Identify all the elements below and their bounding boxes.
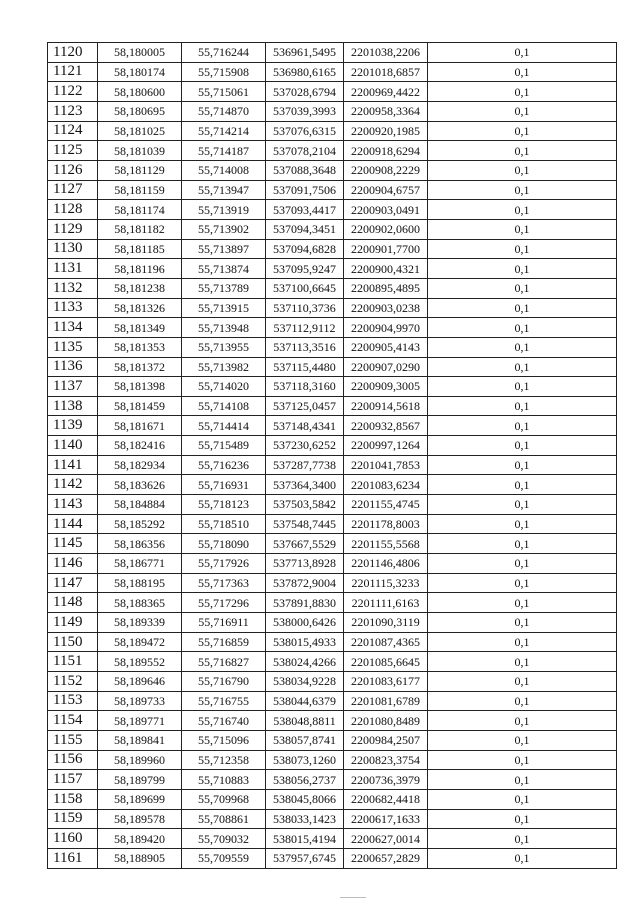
accuracy-cell: 0,1: [428, 613, 617, 633]
x-coordinate-cell: 536961,5495: [266, 43, 344, 63]
point-number-cell: 1159: [48, 809, 98, 829]
point-number-cell: 1126: [48, 160, 98, 180]
x-coordinate-cell: 537093,4417: [266, 200, 344, 220]
point-number-cell: 1139: [48, 416, 98, 436]
x-coordinate-cell: 537957,6745: [266, 848, 344, 868]
y-coordinate-cell: 2200904,6757: [344, 180, 428, 200]
longitude-cell: 55,714214: [182, 121, 266, 141]
longitude-cell: 55,718090: [182, 534, 266, 554]
y-coordinate-cell: 2200657,2829: [344, 848, 428, 868]
x-coordinate-cell: 537287,7738: [266, 455, 344, 475]
table-row: [48, 318, 617, 338]
x-coordinate-cell: 537872,9004: [266, 573, 344, 593]
y-coordinate-cell: 2200907,0290: [344, 357, 428, 377]
table-row: [48, 377, 617, 397]
y-coordinate-cell: 2201085,6645: [344, 652, 428, 672]
longitude-cell: 55,716931: [182, 475, 266, 495]
point-number-cell: 1124: [48, 121, 98, 141]
point-number-cell: 1128: [48, 200, 98, 220]
longitude-cell: 55,715489: [182, 436, 266, 456]
longitude-cell: 55,717296: [182, 593, 266, 613]
accuracy-cell: 0,1: [428, 691, 617, 711]
x-coordinate-cell: 537112,9112: [266, 318, 344, 338]
table-row: [48, 239, 617, 259]
accuracy-cell: 0,1: [428, 416, 617, 436]
x-coordinate-cell: 537088,3648: [266, 160, 344, 180]
table-row: [48, 593, 617, 613]
latitude-cell: 58,189420: [98, 829, 182, 849]
table-row: [48, 730, 617, 750]
latitude-cell: 58,181159: [98, 180, 182, 200]
longitude-cell: 55,717363: [182, 573, 266, 593]
x-coordinate-cell: 537100,6645: [266, 278, 344, 298]
table-row: [48, 180, 617, 200]
y-coordinate-cell: 2200627,0014: [344, 829, 428, 849]
latitude-cell: 58,188195: [98, 573, 182, 593]
latitude-cell: 58,181182: [98, 219, 182, 239]
table-row: [48, 219, 617, 239]
longitude-cell: 55,718123: [182, 495, 266, 515]
point-number-cell: 1155: [48, 730, 98, 750]
accuracy-cell: 0,1: [428, 377, 617, 397]
point-number-cell: 1143: [48, 495, 98, 515]
point-number-cell: 1150: [48, 632, 98, 652]
point-number-cell: 1154: [48, 711, 98, 731]
longitude-cell: 55,715061: [182, 82, 266, 102]
x-coordinate-cell: 537230,6252: [266, 436, 344, 456]
table-row: [48, 534, 617, 554]
y-coordinate-cell: 2201155,5568: [344, 534, 428, 554]
longitude-cell: 55,716740: [182, 711, 266, 731]
table-row: [48, 711, 617, 731]
latitude-cell: 58,189472: [98, 632, 182, 652]
longitude-cell: 55,709032: [182, 829, 266, 849]
y-coordinate-cell: 2200901,7700: [344, 239, 428, 259]
accuracy-cell: 0,1: [428, 632, 617, 652]
x-coordinate-cell: 537364,3400: [266, 475, 344, 495]
accuracy-cell: 0,1: [428, 436, 617, 456]
point-number-cell: 1148: [48, 593, 98, 613]
accuracy-cell: 0,1: [428, 337, 617, 357]
latitude-cell: 58,181039: [98, 141, 182, 161]
x-coordinate-cell: 537094,3451: [266, 219, 344, 239]
accuracy-cell: 0,1: [428, 573, 617, 593]
point-number-cell: 1136: [48, 357, 98, 377]
point-number-cell: 1144: [48, 514, 98, 534]
latitude-cell: 58,185292: [98, 514, 182, 534]
latitude-cell: 58,181459: [98, 396, 182, 416]
latitude-cell: 58,181129: [98, 160, 182, 180]
longitude-cell: 55,715096: [182, 730, 266, 750]
latitude-cell: 58,186356: [98, 534, 182, 554]
point-number-cell: 1132: [48, 278, 98, 298]
point-number-cell: 1134: [48, 318, 98, 338]
longitude-cell: 55,713919: [182, 200, 266, 220]
accuracy-cell: 0,1: [428, 593, 617, 613]
latitude-cell: 58,181025: [98, 121, 182, 141]
x-coordinate-cell: 538048,8811: [266, 711, 344, 731]
x-coordinate-cell: 538056,2737: [266, 770, 344, 790]
accuracy-cell: 0,1: [428, 239, 617, 259]
longitude-cell: 55,716827: [182, 652, 266, 672]
point-number-cell: 1137: [48, 377, 98, 397]
y-coordinate-cell: 2201080,8489: [344, 711, 428, 731]
point-number-cell: 1153: [48, 691, 98, 711]
longitude-cell: 55,714414: [182, 416, 266, 436]
x-coordinate-cell: 537118,3160: [266, 377, 344, 397]
accuracy-cell: 0,1: [428, 711, 617, 731]
x-coordinate-cell: 538045,8066: [266, 789, 344, 809]
latitude-cell: 58,189960: [98, 750, 182, 770]
table-row: [48, 632, 617, 652]
point-number-cell: 1125: [48, 141, 98, 161]
latitude-cell: 58,188365: [98, 593, 182, 613]
y-coordinate-cell: 2200909,3005: [344, 377, 428, 397]
latitude-cell: 58,189771: [98, 711, 182, 731]
y-coordinate-cell: 2201155,4745: [344, 495, 428, 515]
longitude-cell: 55,714187: [182, 141, 266, 161]
longitude-cell: 55,713948: [182, 318, 266, 338]
latitude-cell: 58,181174: [98, 200, 182, 220]
point-number-cell: 1160: [48, 829, 98, 849]
table-row: [48, 43, 617, 63]
longitude-cell: 55,715908: [182, 62, 266, 82]
x-coordinate-cell: 538024,4266: [266, 652, 344, 672]
table-row: [48, 691, 617, 711]
x-coordinate-cell: 537076,6315: [266, 121, 344, 141]
table-row: [48, 436, 617, 456]
accuracy-cell: 0,1: [428, 121, 617, 141]
x-coordinate-cell: 538073,1260: [266, 750, 344, 770]
x-coordinate-cell: 537078,2104: [266, 141, 344, 161]
table-row: [48, 416, 617, 436]
latitude-cell: 58,181238: [98, 278, 182, 298]
latitude-cell: 58,182416: [98, 436, 182, 456]
table-row: [48, 121, 617, 141]
accuracy-cell: 0,1: [428, 357, 617, 377]
point-number-cell: 1140: [48, 436, 98, 456]
y-coordinate-cell: 2200617,1633: [344, 809, 428, 829]
y-coordinate-cell: 2200997,1264: [344, 436, 428, 456]
y-coordinate-cell: 2200958,3364: [344, 101, 428, 121]
latitude-cell: 58,180174: [98, 62, 182, 82]
latitude-cell: 58,184884: [98, 495, 182, 515]
longitude-cell: 55,713915: [182, 298, 266, 318]
page-edge-mark: [340, 897, 366, 901]
latitude-cell: 58,182934: [98, 455, 182, 475]
point-number-cell: 1151: [48, 652, 98, 672]
latitude-cell: 58,186771: [98, 554, 182, 574]
point-number-cell: 1133: [48, 298, 98, 318]
longitude-cell: 55,713874: [182, 259, 266, 279]
accuracy-cell: 0,1: [428, 318, 617, 338]
point-number-cell: 1120: [48, 43, 98, 63]
accuracy-cell: 0,1: [428, 278, 617, 298]
y-coordinate-cell: 2200903,0491: [344, 200, 428, 220]
x-coordinate-cell: 536980,6165: [266, 62, 344, 82]
accuracy-cell: 0,1: [428, 43, 617, 63]
point-number-cell: 1121: [48, 62, 98, 82]
y-coordinate-cell: 2200895,4895: [344, 278, 428, 298]
point-number-cell: 1123: [48, 101, 98, 121]
accuracy-cell: 0,1: [428, 730, 617, 750]
latitude-cell: 58,189339: [98, 613, 182, 633]
longitude-cell: 55,713982: [182, 357, 266, 377]
x-coordinate-cell: 537091,7506: [266, 180, 344, 200]
accuracy-cell: 0,1: [428, 82, 617, 102]
latitude-cell: 58,180600: [98, 82, 182, 102]
table-row: [48, 82, 617, 102]
latitude-cell: 58,189733: [98, 691, 182, 711]
latitude-cell: 58,181349: [98, 318, 182, 338]
accuracy-cell: 0,1: [428, 829, 617, 849]
x-coordinate-cell: 538034,9228: [266, 672, 344, 692]
longitude-cell: 55,716790: [182, 672, 266, 692]
longitude-cell: 55,713955: [182, 337, 266, 357]
latitude-cell: 58,181353: [98, 337, 182, 357]
point-number-cell: 1141: [48, 455, 98, 475]
x-coordinate-cell: 537548,7445: [266, 514, 344, 534]
table-row: [48, 514, 617, 534]
x-coordinate-cell: 537113,3516: [266, 337, 344, 357]
x-coordinate-cell: 538033,1423: [266, 809, 344, 829]
accuracy-cell: 0,1: [428, 554, 617, 574]
latitude-cell: 58,189646: [98, 672, 182, 692]
accuracy-cell: 0,1: [428, 750, 617, 770]
accuracy-cell: 0,1: [428, 475, 617, 495]
point-number-cell: 1127: [48, 180, 98, 200]
accuracy-cell: 0,1: [428, 259, 617, 279]
accuracy-cell: 0,1: [428, 534, 617, 554]
coordinates-table: [47, 42, 617, 869]
accuracy-cell: 0,1: [428, 298, 617, 318]
x-coordinate-cell: 537094,6828: [266, 239, 344, 259]
longitude-cell: 55,714008: [182, 160, 266, 180]
y-coordinate-cell: 2200905,4143: [344, 337, 428, 357]
longitude-cell: 55,713789: [182, 278, 266, 298]
y-coordinate-cell: 2200823,3754: [344, 750, 428, 770]
latitude-cell: 58,181185: [98, 239, 182, 259]
accuracy-cell: 0,1: [428, 789, 617, 809]
accuracy-cell: 0,1: [428, 200, 617, 220]
point-number-cell: 1135: [48, 337, 98, 357]
y-coordinate-cell: 2200914,5618: [344, 396, 428, 416]
latitude-cell: 58,183626: [98, 475, 182, 495]
longitude-cell: 55,718510: [182, 514, 266, 534]
point-number-cell: 1130: [48, 239, 98, 259]
y-coordinate-cell: 2200682,4418: [344, 789, 428, 809]
table-row: [48, 554, 617, 574]
point-number-cell: 1138: [48, 396, 98, 416]
latitude-cell: 58,181398: [98, 377, 182, 397]
accuracy-cell: 0,1: [428, 848, 617, 868]
x-coordinate-cell: 537667,5529: [266, 534, 344, 554]
longitude-cell: 55,713897: [182, 239, 266, 259]
x-coordinate-cell: 538057,8741: [266, 730, 344, 750]
latitude-cell: 58,189578: [98, 809, 182, 829]
table-row: [48, 337, 617, 357]
table-row: [48, 259, 617, 279]
x-coordinate-cell: 537891,8830: [266, 593, 344, 613]
longitude-cell: 55,716244: [182, 43, 266, 63]
x-coordinate-cell: 537095,9247: [266, 259, 344, 279]
table-row: [48, 495, 617, 515]
point-number-cell: 1149: [48, 613, 98, 633]
table-row: [48, 62, 617, 82]
latitude-cell: 58,180695: [98, 101, 182, 121]
point-number-cell: 1142: [48, 475, 98, 495]
y-coordinate-cell: 2201041,7853: [344, 455, 428, 475]
y-coordinate-cell: 2200920,1985: [344, 121, 428, 141]
y-coordinate-cell: 2200932,8567: [344, 416, 428, 436]
y-coordinate-cell: 2201115,3233: [344, 573, 428, 593]
y-coordinate-cell: 2200908,2229: [344, 160, 428, 180]
latitude-cell: 58,181326: [98, 298, 182, 318]
accuracy-cell: 0,1: [428, 770, 617, 790]
x-coordinate-cell: 538044,6379: [266, 691, 344, 711]
table-row: [48, 200, 617, 220]
table-row: [48, 809, 617, 829]
accuracy-cell: 0,1: [428, 809, 617, 829]
x-coordinate-cell: 538015,4194: [266, 829, 344, 849]
latitude-cell: 58,181372: [98, 357, 182, 377]
table-row: [48, 160, 617, 180]
longitude-cell: 55,717926: [182, 554, 266, 574]
y-coordinate-cell: 2201178,8003: [344, 514, 428, 534]
longitude-cell: 55,716236: [182, 455, 266, 475]
y-coordinate-cell: 2200984,2507: [344, 730, 428, 750]
point-number-cell: 1145: [48, 534, 98, 554]
longitude-cell: 55,716859: [182, 632, 266, 652]
accuracy-cell: 0,1: [428, 160, 617, 180]
x-coordinate-cell: 537125,0457: [266, 396, 344, 416]
latitude-cell: 58,189799: [98, 770, 182, 790]
longitude-cell: 55,708861: [182, 809, 266, 829]
x-coordinate-cell: 537503,5842: [266, 495, 344, 515]
x-coordinate-cell: 537115,4480: [266, 357, 344, 377]
table-row: [48, 770, 617, 790]
point-number-cell: 1157: [48, 770, 98, 790]
y-coordinate-cell: 2201090,3119: [344, 613, 428, 633]
latitude-cell: 58,181196: [98, 259, 182, 279]
table-body: [48, 43, 617, 869]
latitude-cell: 58,188905: [98, 848, 182, 868]
x-coordinate-cell: 538000,6426: [266, 613, 344, 633]
y-coordinate-cell: 2201018,6857: [344, 62, 428, 82]
y-coordinate-cell: 2200918,6294: [344, 141, 428, 161]
accuracy-cell: 0,1: [428, 514, 617, 534]
accuracy-cell: 0,1: [428, 62, 617, 82]
table-row: [48, 573, 617, 593]
latitude-cell: 58,180005: [98, 43, 182, 63]
longitude-cell: 55,710883: [182, 770, 266, 790]
y-coordinate-cell: 2200903,0238: [344, 298, 428, 318]
accuracy-cell: 0,1: [428, 672, 617, 692]
point-number-cell: 1158: [48, 789, 98, 809]
longitude-cell: 55,716755: [182, 691, 266, 711]
y-coordinate-cell: 2200736,3979: [344, 770, 428, 790]
accuracy-cell: 0,1: [428, 396, 617, 416]
longitude-cell: 55,712358: [182, 750, 266, 770]
longitude-cell: 55,714108: [182, 396, 266, 416]
longitude-cell: 55,709968: [182, 789, 266, 809]
point-number-cell: 1129: [48, 219, 98, 239]
x-coordinate-cell: 537110,3736: [266, 298, 344, 318]
table-row: [48, 396, 617, 416]
latitude-cell: 58,189841: [98, 730, 182, 750]
table-row: [48, 101, 617, 121]
accuracy-cell: 0,1: [428, 495, 617, 515]
y-coordinate-cell: 2201111,6163: [344, 593, 428, 613]
latitude-cell: 58,189552: [98, 652, 182, 672]
y-coordinate-cell: 2201038,2206: [344, 43, 428, 63]
y-coordinate-cell: 2200904,9970: [344, 318, 428, 338]
point-number-cell: 1131: [48, 259, 98, 279]
table-row: [48, 652, 617, 672]
longitude-cell: 55,709559: [182, 848, 266, 868]
accuracy-cell: 0,1: [428, 455, 617, 475]
y-coordinate-cell: 2200900,4321: [344, 259, 428, 279]
latitude-cell: 58,189699: [98, 789, 182, 809]
longitude-cell: 55,716911: [182, 613, 266, 633]
y-coordinate-cell: 2201083,6234: [344, 475, 428, 495]
x-coordinate-cell: 537039,3993: [266, 101, 344, 121]
point-number-cell: 1122: [48, 82, 98, 102]
y-coordinate-cell: 2200902,0600: [344, 219, 428, 239]
table-row: [48, 357, 617, 377]
y-coordinate-cell: 2200969,4422: [344, 82, 428, 102]
y-coordinate-cell: 2201146,4806: [344, 554, 428, 574]
table-row: [48, 848, 617, 868]
point-number-cell: 1161: [48, 848, 98, 868]
table-row: [48, 750, 617, 770]
accuracy-cell: 0,1: [428, 219, 617, 239]
table-row: [48, 141, 617, 161]
accuracy-cell: 0,1: [428, 180, 617, 200]
x-coordinate-cell: 537713,8928: [266, 554, 344, 574]
point-number-cell: 1152: [48, 672, 98, 692]
point-number-cell: 1146: [48, 554, 98, 574]
table-row: [48, 475, 617, 495]
table-row: [48, 672, 617, 692]
table-row: [48, 789, 617, 809]
accuracy-cell: 0,1: [428, 652, 617, 672]
longitude-cell: 55,714020: [182, 377, 266, 397]
point-number-cell: 1156: [48, 750, 98, 770]
y-coordinate-cell: 2201087,4365: [344, 632, 428, 652]
x-coordinate-cell: 537148,4341: [266, 416, 344, 436]
table-row: [48, 278, 617, 298]
longitude-cell: 55,713902: [182, 219, 266, 239]
longitude-cell: 55,714870: [182, 101, 266, 121]
x-coordinate-cell: 537028,6794: [266, 82, 344, 102]
accuracy-cell: 0,1: [428, 141, 617, 161]
point-number-cell: 1147: [48, 573, 98, 593]
x-coordinate-cell: 538015,4933: [266, 632, 344, 652]
longitude-cell: 55,713947: [182, 180, 266, 200]
y-coordinate-cell: 2201081,6789: [344, 691, 428, 711]
table-row: [48, 455, 617, 475]
y-coordinate-cell: 2201083,6177: [344, 672, 428, 692]
table-row: [48, 298, 617, 318]
table-row: [48, 613, 617, 633]
accuracy-cell: 0,1: [428, 101, 617, 121]
latitude-cell: 58,181671: [98, 416, 182, 436]
table-row: [48, 829, 617, 849]
